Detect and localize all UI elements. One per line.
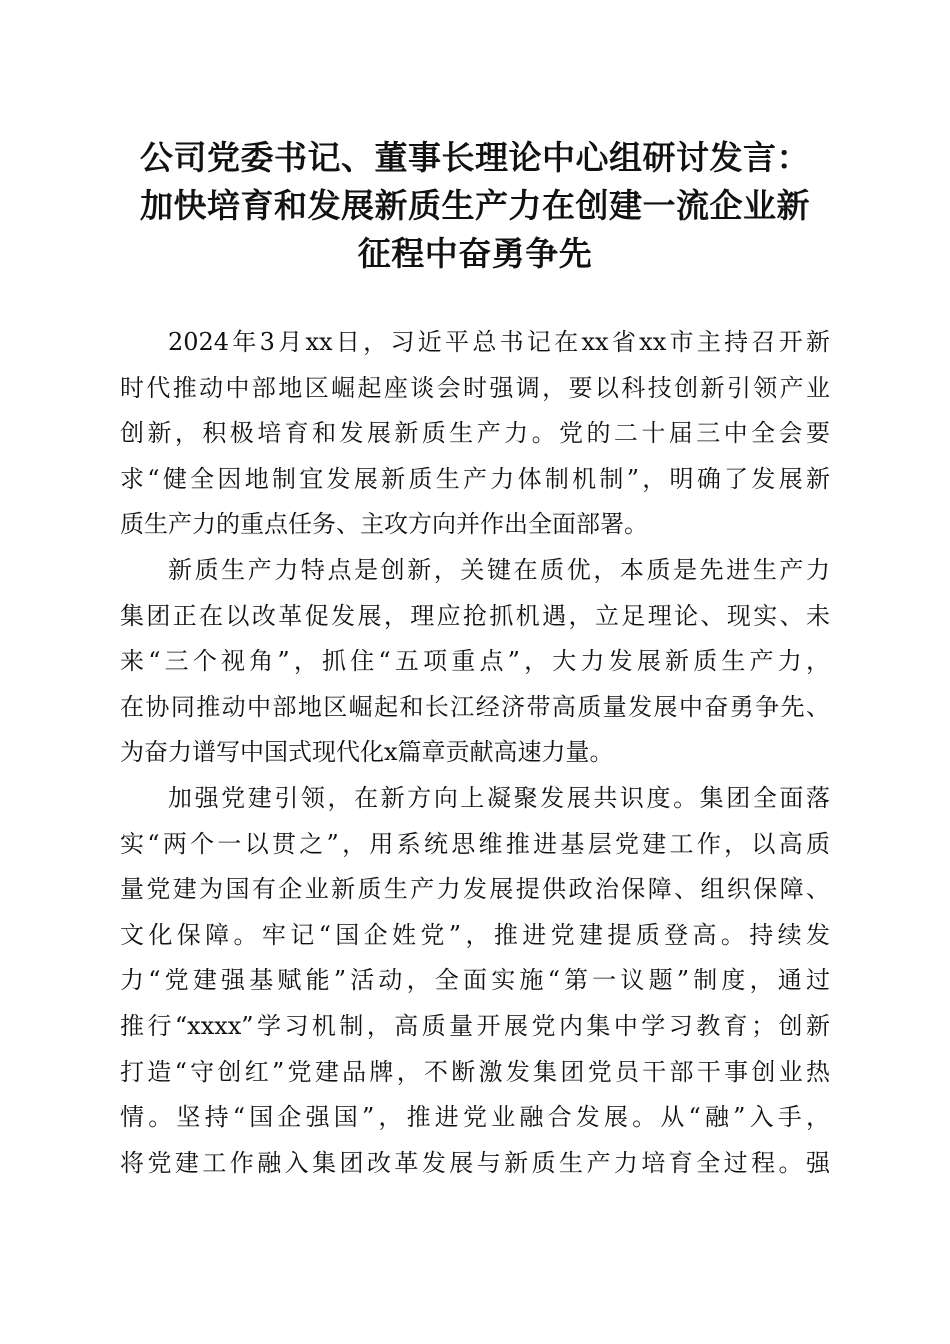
text-line: 将党建工作融入集团改革发展与新质生产力培育全过程。强 [120, 1148, 830, 1177]
paragraph [120, 776, 830, 1186]
text-line: 打造“守创红”党建品牌，不断激发集团党员干部干事创业热 [120, 1057, 830, 1086]
title-line: 公司党委书记、董事长理论中心组研讨发言： [140, 138, 810, 177]
document-title [100, 134, 850, 278]
paragraph [120, 320, 830, 548]
text-line: 文化保障。牢记“国企姓党”，推进党建提质登高。持续发 [120, 920, 830, 949]
text-line: 加强党建引领，在新方向上凝聚发展共识度。集团全面落 [168, 783, 830, 812]
text-line: 量党建为国有企业新质生产力发展提供政治保障、组织保障、 [120, 875, 830, 904]
text-line: 情。坚持“国企强国”，推进党业融合发展。从“融”入手， [120, 1103, 830, 1132]
title-line: 征程中奋勇争先 [357, 234, 593, 273]
text-line: 新质生产力特点是创新，关键在质优，本质是先进生产力 [168, 555, 830, 584]
text-line: 集团正在以改革促发展，理应抢抓机遇，立足理论、现实、未 [120, 601, 830, 630]
text-line: 推行“xxxx”学习机制，高质量开展党内集中学习教育；创新 [120, 1011, 830, 1040]
text-line: 来“三个视角”，抓住“五项重点”，大力发展新质生产力， [120, 647, 830, 676]
text-line: 创新，积极培育和发展新质生产力。党的二十届三中全会要 [120, 419, 830, 448]
title-line: 加快培育和发展新质生产力在创建一流企业新 [140, 186, 810, 225]
document-body [120, 320, 830, 1186]
text-line: 力“党建强基赋能”活动，全面实施“第一议题”制度，通过 [120, 966, 830, 995]
text-line: 在协同推动中部地区崛起和长江经济带高质量发展中奋勇争先、 [120, 692, 830, 721]
text-line: 为奋力谱写中国式现代化x篇章贡献高速力量。 [120, 738, 614, 767]
text-line: 2024年3月xx日，习近平总书记在xx省xx市主持召开新 [168, 328, 830, 356]
paragraph [120, 548, 830, 776]
text-line: 求“健全因地制宜发展新质生产力体制机制”，明确了发展新 [120, 464, 830, 493]
text-line: 实“两个一以贯之”，用系统思维推进基层党建工作，以高质 [120, 829, 830, 858]
text-line: 时代推动中部地区崛起座谈会时强调，要以科技创新引领产业 [120, 373, 830, 402]
text-line: 质生产力的重点任务、主攻方向并作出全面部署。 [120, 510, 648, 539]
